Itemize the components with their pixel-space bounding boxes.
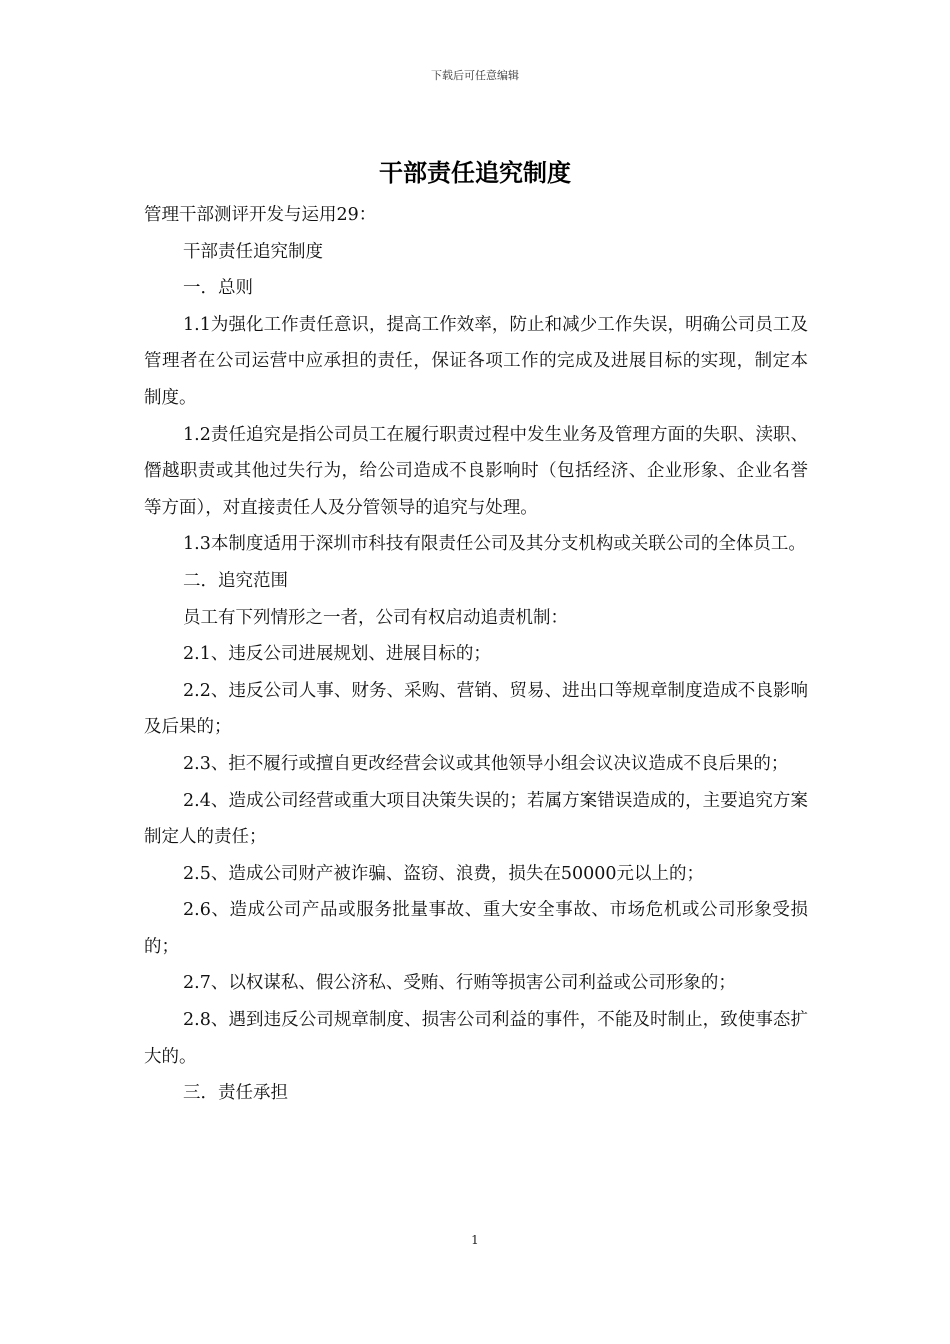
paragraph-1-2: 1.2责任追究是指公司员工在履行职责过程中发生业务及管理方面的失职、渎职、僭越职责或其他过失行为，给公司造成不良影响时（包括经济、企业形象、企业名誉等方面），对直接责任人及分管领导的追究与处理。 [144,424,808,518]
list-item-2-8: 2.8、遇到违反公司规章制度、损害公司利益的事件，不能及时制止，致使事态扩大的。 [144,1010,808,1067]
paragraph-1-1: 1.1为强化工作责任意识，提高工作效率，防止和减少工作失误，明确公司员工及管理者在公司运营中应承担的责任，保证各项工作的完成及进展目标的实现，制定本制度。 [144,314,808,408]
document-title: 干部责任追究制度 [379,158,571,187]
page-number: 1 [471,1233,479,1247]
list-item-2-5: 2.5、造成公司财产被诈骗、盗窃、浪费，损失在50000元以上的； [183,863,704,884]
list-item-2-3: 2.3、拒不履行或擅自更改经营会议或其他领导小组会议决议造成不良后果的； [183,753,789,774]
section-heading-general: 一．总则 [183,278,253,299]
list-item-2-2: 2.2、违反公司人事、财务、采购、营销、贸易、进出口等规章制度造成不良影响及后果的； [144,680,808,738]
section-heading-responsibility: 三．责任承担 [183,1083,288,1104]
paragraph-intro: 管理干部测评开发与运用29： [144,205,377,225]
header-note: 下载后可任意编辑 [431,69,519,82]
document-body [144,197,808,1112]
paragraph-scope-intro: 员工有下列情形之一者，公司有权启动追责机制： [183,607,568,628]
section-heading-scope: 二．追究范围 [183,570,288,591]
list-item-2-7: 2.7、以权谋私、假公济私、受贿、行贿等损害公司利益或公司形象的； [183,973,736,994]
paragraph-subtitle: 干部责任追究制度 [183,241,323,262]
list-item-2-1: 2.1、违反公司进展规划、进展目标的； [183,644,491,665]
list-item-2-4: 2.4、造成公司经营或重大项目决策失误的；若属方案错误造成的，主要追究方案制定人的责任； [144,790,808,848]
list-item-2-6: 2.6、造成公司产品或服务批量事故、重大安全事故、市场危机或公司形象受损的； [144,900,808,957]
paragraph-1-3: 1.3本制度适用于深圳市科技有限责任公司及其分支机构或关联公司的全体员工。 [183,534,806,555]
